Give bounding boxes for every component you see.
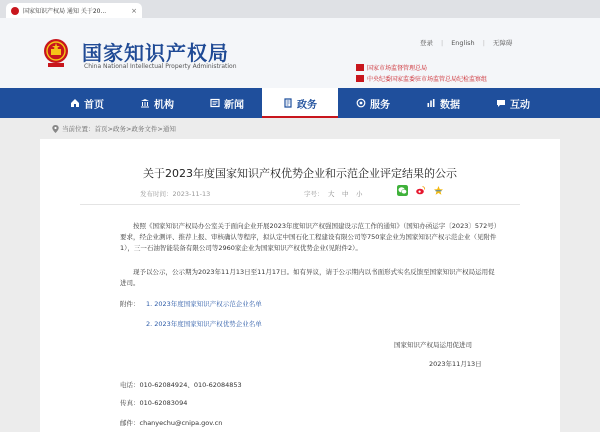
location-pin-icon — [52, 125, 59, 133]
news-icon — [210, 98, 220, 108]
breadcrumb-prefix: 当前位置： — [62, 125, 95, 133]
attachments-label: 附件： — [120, 300, 140, 308]
nav-item-interaction[interactable] — [478, 88, 548, 118]
nav-item-institution[interactable] — [122, 88, 192, 118]
separator: | — [482, 38, 485, 47]
affiliate-link-samr[interactable] — [356, 63, 487, 72]
home-icon — [70, 98, 80, 108]
qzone-icon[interactable] — [433, 185, 444, 196]
interaction-icon — [496, 98, 506, 108]
nav-label: 数据 — [440, 99, 460, 111]
nav-item-data[interactable] — [408, 88, 478, 118]
service-icon — [356, 98, 366, 108]
breadcrumb-separator: > — [107, 124, 113, 133]
publish-date — [140, 189, 210, 198]
contact-email: 邮件：chanyechu@cnipa.gov.cn — [120, 419, 223, 427]
breadcrumb — [52, 124, 176, 133]
contact-phone: 电话：010-62084924、010-62084853 — [120, 381, 242, 389]
article-paragraph: 现予以公示，公示期为2023年11月13日至11月17日。如有异议，请于公示期内以书面形式实名反馈至国家知识产权局运用促进司。 — [120, 268, 495, 287]
breadcrumb-separator: > — [157, 124, 163, 133]
data-icon — [426, 98, 436, 108]
affiliate-label: 国家市场监督管理总局 — [367, 65, 428, 72]
publish-date-label: 发布时间： — [140, 190, 173, 198]
signature-organization: 国家知识产权局运用促进司 — [394, 341, 472, 349]
affiliate-link-discipline[interactable] — [356, 74, 487, 83]
affiliate-label: 中央纪委国家监委驻市场监管总局纪检监察组 — [367, 76, 488, 83]
site-header — [0, 18, 600, 88]
main-nav — [0, 88, 600, 118]
browser-tab[interactable] — [6, 3, 142, 18]
attachment-link-advantage[interactable]: 2. 2023年度国家知识产权优势企业名单 — [146, 320, 262, 328]
english-link[interactable]: English — [451, 38, 475, 47]
font-size-medium-button[interactable]: 中 — [342, 190, 349, 198]
browser-tab-bar — [0, 0, 600, 18]
flag-icon — [356, 75, 364, 82]
top-links — [420, 38, 512, 47]
accessibility-link[interactable]: 无障碍 — [492, 39, 513, 47]
government-affairs-icon — [283, 98, 293, 108]
nav-label: 服务 — [370, 99, 390, 111]
nav-item-home[interactable] — [52, 88, 122, 118]
institution-icon — [140, 98, 150, 108]
nav-label: 首页 — [84, 99, 104, 111]
nav-label: 机构 — [154, 99, 174, 111]
wechat-icon[interactable] — [397, 185, 408, 196]
login-link[interactable]: 登录 — [420, 39, 433, 47]
breadcrumb-notice[interactable]: 通知 — [162, 125, 176, 133]
affiliate-links — [356, 63, 487, 85]
publish-date-value: 2023-11-13 — [172, 190, 211, 198]
attachment-link-demonstration[interactable]: 1. 2023年度国家知识产权示范企业名单 — [146, 300, 262, 308]
nav-label: 新闻 — [224, 99, 244, 111]
font-size-small-button[interactable]: 小 — [356, 190, 363, 198]
nav-item-government-affairs[interactable] — [262, 88, 338, 118]
breadcrumb-documents[interactable]: 政务文件 — [131, 125, 158, 133]
font-size-large-button[interactable]: 大 — [328, 190, 335, 198]
site-name[interactable]: 国家知识产权局 — [82, 41, 229, 65]
flag-icon — [356, 64, 364, 71]
weibo-icon[interactable] — [415, 185, 426, 196]
breadcrumb-home[interactable]: 首页 — [94, 125, 108, 133]
breadcrumb-separator: > — [125, 124, 132, 133]
nav-label: 互动 — [510, 99, 530, 111]
favicon-icon — [11, 7, 19, 15]
contact-fax: 传真：010-62083094 — [120, 399, 188, 407]
title-divider — [80, 204, 520, 205]
article-paragraph: 按照《国家知识产权局办公室关于面向企业开展2023年度知识产权强国建设示范工作的通知》（国知办函运字〔2023〕572号）要求，经企业测评、推荐上报、审核确认等程序，拟认定中国石化工程建设有限公司等750家企业为国家知识产权示范企业（见附件1），三一石油智能装备有限公司等2960家企业为国家知识产权优势企业(见附件2）。 — [120, 222, 497, 252]
signature-date: 2023年11月13日 — [429, 360, 482, 368]
site-name-english: China National Intellectual Property Administration — [84, 63, 237, 70]
share-bar — [397, 185, 451, 196]
nav-label: 政务 — [297, 99, 317, 111]
breadcrumb-government-affairs[interactable]: 政务 — [112, 125, 126, 133]
nav-item-news[interactable] — [192, 88, 262, 118]
tab-title: 国家知识产权局 通知 关于20... — [23, 8, 107, 15]
article-title: 关于2023年度国家知识产权优势企业和示范企业评定结果的公示 — [143, 167, 457, 180]
article-panel — [40, 139, 560, 432]
nav-item-service[interactable] — [338, 88, 408, 118]
national-emblem-icon — [43, 38, 69, 68]
font-size-label: 字号： — [304, 190, 324, 198]
nav-spacer — [0, 88, 52, 118]
tab-close-icon[interactable]: × — [131, 6, 137, 15]
separator: | — [441, 38, 444, 47]
